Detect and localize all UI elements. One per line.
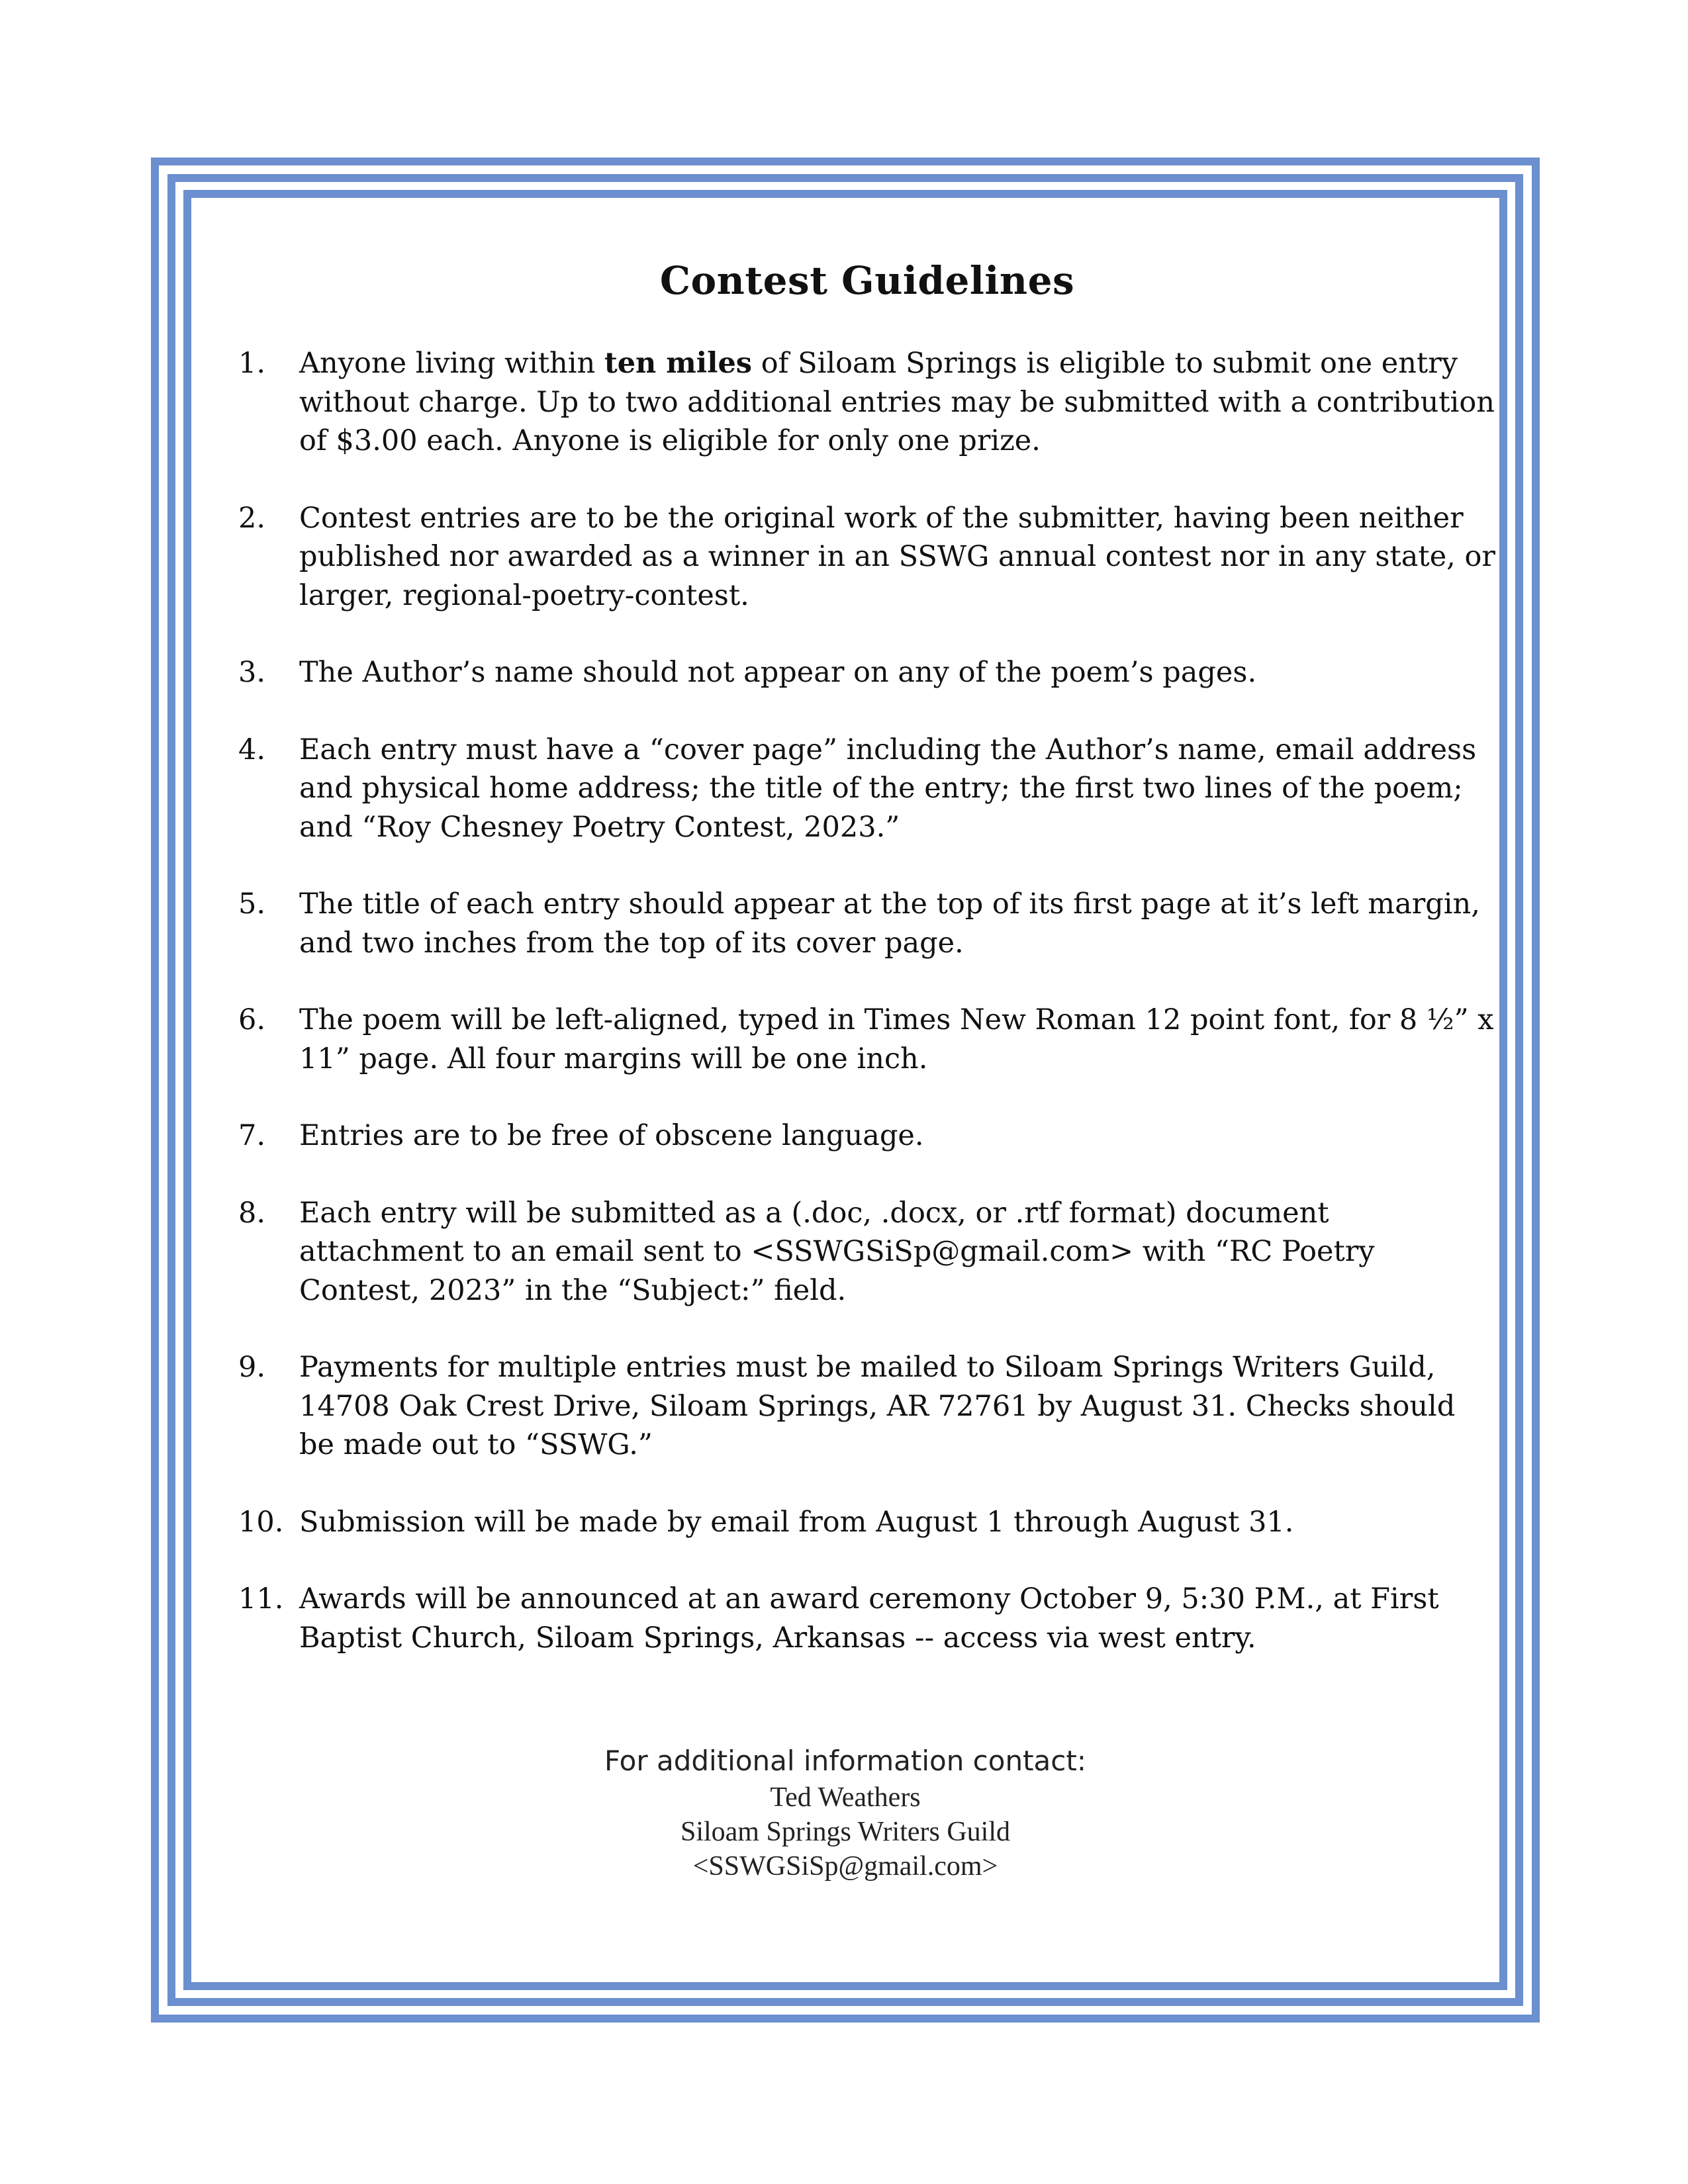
guideline-item-5 xyxy=(238,885,1496,962)
guideline-item-11 xyxy=(238,1580,1496,1657)
item-number: 11. xyxy=(238,1582,284,1615)
contact-name: Ted Weathers xyxy=(770,1782,921,1813)
item-number: 6. xyxy=(238,1003,266,1036)
guideline-item-6 xyxy=(238,1001,1496,1078)
guideline-item-9 xyxy=(238,1348,1496,1465)
item-text-bold: ten miles xyxy=(604,347,753,380)
item-number: 2. xyxy=(238,501,266,535)
item-text xyxy=(299,344,1496,461)
item-text-post: of Siloam Springs is eligible to submit one entry without charge. Up to two additional entries may be submitted with a contribution of $3.00 each. Anyone is eligible for only one prize. xyxy=(299,347,1495,457)
item-number: 1. xyxy=(238,347,266,380)
item-number: 8. xyxy=(238,1196,266,1230)
item-text: The title of each entry should appear at the top of its first page at it’s left margin, and two inches from the top of its cover page. xyxy=(299,887,1480,960)
item-number: 3. xyxy=(238,656,266,689)
item-number: 9. xyxy=(238,1351,266,1384)
item-text: Each entry must have a “cover page” including the Author’s name, email address and physical home address; the title of the entry; the first two lines of the poem; and “Roy Chesney Poetry Contest, 2023.” xyxy=(299,733,1477,844)
guideline-item-10 xyxy=(238,1503,1496,1542)
item-text: Each entry will be submitted as a (.doc, .docx, or .rtf format) document attachment to an email sent to <SSWGSiSp@gmail.com> with “RC Poetry Contest, 2023” in the “Subject:” field. xyxy=(299,1196,1375,1307)
page-title: Contest Guidelines xyxy=(659,258,1075,303)
guideline-item-7 xyxy=(238,1116,1496,1156)
item-text: Contest entries are to be the original work of the submitter, having been neither published nor awarded as a winner in an SSWG annual contest nor in any state, or larger, regional-poetry-contest. xyxy=(299,501,1495,612)
guideline-item-1 xyxy=(238,344,1496,461)
item-text: The Author’s name should not appear on any of the poem’s pages. xyxy=(299,656,1257,689)
item-number: 5. xyxy=(238,887,266,921)
guideline-item-2 xyxy=(238,499,1496,615)
guidelines-content xyxy=(238,258,1496,1696)
item-text: Awards will be announced at an award ceremony October 9, 5:30 P.M., at First Baptist Church, Siloam Springs, Arkansas -- access via west entry. xyxy=(299,1582,1439,1655)
item-text: Payments for multiple entries must be mailed to Siloam Springs Writers Guild, 14708 Oak Crest Drive, Siloam Springs, AR 72761 by August 31. Checks should be made out to “SSWG.” xyxy=(299,1351,1456,1461)
contact-heading: For additional information contact: xyxy=(604,1745,1086,1777)
contact-block xyxy=(183,1742,1507,1884)
guideline-item-3 xyxy=(238,653,1496,692)
contact-organization: Siloam Springs Writers Guild xyxy=(680,1817,1011,1847)
item-number: 10. xyxy=(238,1505,284,1539)
contact-email: <SSWGSiSp@gmail.com> xyxy=(692,1851,998,1882)
item-text: The poem will be left-aligned, typed in Times New Roman 12 point font, for 8 ½” x 11” page. All four margins will be one inch. xyxy=(299,1003,1494,1075)
guideline-item-8 xyxy=(238,1194,1496,1310)
guideline-item-4 xyxy=(238,731,1496,847)
item-number: 7. xyxy=(238,1119,266,1152)
item-text: Entries are to be free of obscene language. xyxy=(299,1119,924,1152)
item-number: 4. xyxy=(238,733,266,766)
item-text: Submission will be made by email from August 1 through August 31. xyxy=(299,1505,1294,1539)
item-text-pre: Anyone living within xyxy=(299,347,604,380)
